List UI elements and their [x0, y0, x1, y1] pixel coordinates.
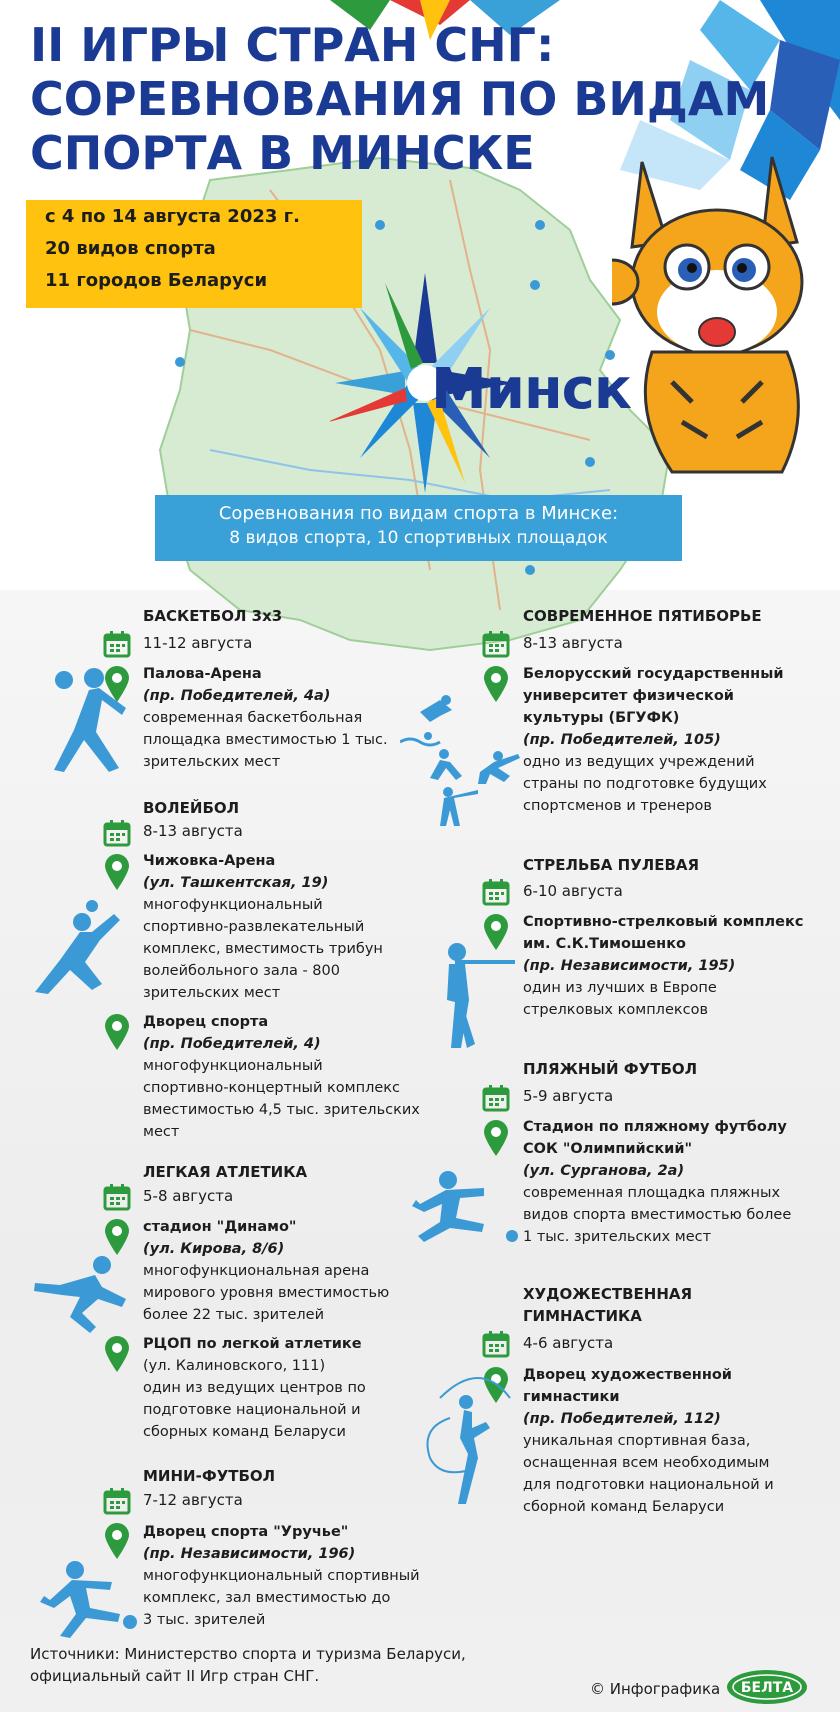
section-volleyball: [143, 797, 239, 819]
calendar-icon: [482, 1084, 510, 1112]
venue-name: Спортивно-стрелковый комплекс: [523, 914, 804, 930]
section-pentathlon: [523, 605, 762, 627]
venue-desc-line: подготовке национальной и: [143, 1402, 361, 1418]
venue-shooting-complex: [523, 911, 803, 1021]
venue-desc-line: мест: [143, 1124, 180, 1140]
beach-soccer-dates: 5-9 августа: [523, 1087, 614, 1105]
venue-desc-line: для подготовки национальной и: [523, 1477, 774, 1493]
venue-name: им. С.К.Тимошенко: [523, 936, 686, 952]
venue-desc-line: оснащенная всем необходимым: [523, 1455, 770, 1471]
volleyball-dates: 8-13 августа: [143, 822, 243, 840]
venue-address: (пр. Независимости, 196): [143, 1546, 356, 1562]
venue-desc-line: многофункциональный: [143, 897, 323, 913]
venue-address: (пр. Победителей, 4): [143, 1036, 321, 1052]
venue-name: стадион "Динамо": [143, 1219, 297, 1235]
banner-line-1: Соревнования по видам спорта в Минске:: [218, 503, 619, 524]
venue-chizhovka-arena: [143, 850, 383, 1004]
title-line-2: СОРЕВНОВАНИЯ ПО ВИДАМ: [30, 72, 770, 126]
venue-address: (пр. Независимости, 195): [523, 958, 736, 974]
venue-desc-line: сборной команд Беларуси: [523, 1499, 725, 1515]
calendar-icon: [103, 1183, 131, 1211]
venue-address: (пр. Победителей, 112): [523, 1411, 721, 1427]
banner-line-2: 8 видов спорта, 10 спортивных площадок: [229, 528, 608, 548]
location-pin-icon: [482, 1119, 510, 1157]
venue-desc-line: зрительских мест: [143, 754, 281, 770]
venue-desc-line: мирового уровня вместимостью: [143, 1285, 390, 1301]
pentathlon-title: СОВРЕМЕННОЕ ПЯТИБОРЬЕ: [523, 607, 762, 625]
athletics-dates: 5-8 августа: [143, 1187, 234, 1205]
infographic-credit: © Инфографика: [590, 1680, 721, 1698]
venue-name: Дворец художественной: [523, 1367, 732, 1383]
gymnast-icon: [420, 1358, 520, 1508]
venue-name: университет физической: [523, 688, 734, 704]
venue-name: Стадион по пляжному футболу: [523, 1119, 787, 1135]
venue-desc-line: современная баскетбольная: [143, 710, 363, 726]
futsal-dates: 7-12 августа: [143, 1491, 243, 1509]
football-player-icon: [40, 1560, 140, 1640]
venue-desc-line: 3 тыс. зрителей: [143, 1612, 266, 1628]
section-shooting: [523, 854, 699, 876]
venue-desc-line: многофункциональный спортивный: [143, 1568, 420, 1584]
section-gymnastics: [523, 1283, 692, 1327]
svg-text:БЕЛТА: БЕЛТА: [740, 1680, 794, 1696]
venue-address: (ул. Сурганова, 2а): [523, 1163, 685, 1179]
venue-rtsop-athletics: [143, 1333, 366, 1443]
section-futsal: [143, 1465, 275, 1487]
basketball-player-icon: [34, 660, 134, 780]
gymnastics-dates: 4-6 августа: [523, 1334, 614, 1352]
venue-desc-line: более 22 тыс. зрителей: [143, 1307, 324, 1323]
venue-name: РЦОП по легкой атлетике: [143, 1336, 362, 1352]
venue-gymnastics-palace: [523, 1364, 774, 1518]
venue-desc-line: 1 тыс. зрительских мест: [523, 1229, 712, 1245]
venue-name: культуры (БГУФК): [523, 710, 680, 726]
title-line-3: СПОРТА В МИНСКЕ: [30, 126, 535, 180]
minsk-summary-banner: [155, 495, 682, 561]
venue-desc-line: многофункциональная арена: [143, 1263, 370, 1279]
venue-beach-soccer-stadium: [523, 1116, 791, 1248]
calendar-icon: [482, 1330, 510, 1358]
venue-address: (ул. Калиновского, 111): [143, 1358, 326, 1374]
belta-logo: [725, 1668, 810, 1706]
shooting-dates: 6-10 августа: [523, 882, 623, 900]
venue-desc-line: страны по подготовке будущих: [523, 776, 767, 792]
venue-desc-line: стрелковых комплексов: [523, 1002, 709, 1018]
venue-desc-line: один из ведущих центров по: [143, 1380, 366, 1396]
pentathlon-icons: [400, 692, 525, 827]
venue-address: (ул. Ташкентская, 19): [143, 875, 329, 891]
title-line-1: II ИГРЫ СТРАН СНГ:: [30, 18, 555, 72]
athletics-title: ЛЕГКАЯ АТЛЕТИКА: [143, 1163, 308, 1181]
summary-dates: с 4 по 14 августа 2023 г.: [45, 206, 300, 227]
location-pin-icon: [103, 1335, 131, 1373]
sources-line-2: официальный сайт II Игр стран СНГ.: [30, 1667, 320, 1685]
venue-desc-line: зрительских мест: [143, 985, 281, 1001]
venue-address: (ул. Кирова, 8/6): [143, 1241, 285, 1257]
shooter-icon: [435, 940, 515, 1050]
venue-desc-line: сборных команд Беларуси: [143, 1424, 346, 1440]
summary-sports: 20 видов спорта: [45, 238, 216, 259]
venue-name: Чижовка-Арена: [143, 853, 276, 869]
calendar-icon: [103, 630, 131, 658]
beach-soccer-player-icon: [412, 1170, 522, 1245]
gymnastics-title-line-2: ГИМНАСТИКА: [523, 1307, 642, 1325]
venue-address: (пр. Победителей, 4а): [143, 688, 331, 704]
venue-desc-line: комплекс, вместимость трибун: [143, 941, 383, 957]
location-pin-icon: [103, 1013, 131, 1051]
venue-desc-line: одно из ведущих учреждений: [523, 754, 755, 770]
gymnastics-title-line-1: ХУДОЖЕСТВЕННАЯ: [523, 1285, 693, 1303]
location-pin-icon: [103, 1218, 131, 1256]
venue-desc-line: современная площадка пляжных: [523, 1185, 781, 1201]
venue-desc-line: один из лучших в Европе: [523, 980, 717, 996]
calendar-icon: [103, 1487, 131, 1515]
shooting-title: СТРЕЛЬБА ПУЛЕВАЯ: [523, 856, 700, 874]
venue-name: Дворец спорта "Уручье": [143, 1524, 349, 1540]
venue-name: Дворец спорта: [143, 1014, 269, 1030]
venue-uruchye: [143, 1521, 420, 1631]
venue-palova-arena: [143, 663, 388, 773]
venue-desc-line: спортивно-развлекательный: [143, 919, 365, 935]
venue-bgufk: [523, 663, 783, 817]
summary-cities: 11 городов Беларуси: [45, 270, 268, 291]
venue-desc-line: волейбольного зала - 800: [143, 963, 340, 979]
venue-name: Белорусский государственный: [523, 666, 784, 682]
sources-footer: [30, 1643, 466, 1687]
calendar-icon: [482, 878, 510, 906]
basketball-title: БАСКЕТБОЛ 3х3: [143, 607, 283, 625]
venue-name: Палова-Арена: [143, 666, 262, 682]
venue-name: СОК "Олимпийский": [523, 1141, 693, 1157]
venue-desc-line: вместимостью 4,5 тыс. зрительских: [143, 1102, 420, 1118]
calendar-icon: [103, 819, 131, 847]
runner-icon: [30, 1255, 140, 1335]
pentathlon-dates: 8-13 августа: [523, 634, 623, 652]
beach-soccer-title: ПЛЯЖНЫЙ ФУТБОЛ: [523, 1060, 698, 1078]
futsal-title: МИНИ-ФУТБОЛ: [143, 1467, 276, 1485]
section-beach-soccer: [523, 1058, 697, 1080]
minsk-label: Минск: [431, 357, 631, 422]
venue-desc-line: площадка вместимостью 1 тыс.: [143, 732, 388, 748]
location-pin-icon: [103, 853, 131, 891]
venue-palace-of-sport: [143, 1011, 420, 1143]
venue-desc-line: комплекс, зал вместимостью до: [143, 1590, 391, 1606]
section-basketball: [143, 605, 282, 627]
lynx-mascot: [612, 152, 840, 482]
venue-dinamo-stadium: [143, 1216, 389, 1326]
location-pin-icon: [103, 1522, 131, 1560]
venue-desc-line: спортивно-концертный комплекс: [143, 1080, 401, 1096]
venue-desc-line: уникальная спортивная база,: [523, 1433, 751, 1449]
section-athletics: [143, 1161, 307, 1183]
calendar-icon: [482, 630, 510, 658]
venue-desc-line: видов спорта вместимостью более: [523, 1207, 792, 1223]
venue-name: гимнастики: [523, 1389, 620, 1405]
summary-box: [26, 200, 362, 308]
sources-line-1: Источники: Министерство спорта и туризма Беларуси,: [30, 1645, 466, 1663]
volleyball-title: ВОЛЕЙБОЛ: [143, 799, 240, 817]
basketball-dates: 11-12 августа: [143, 634, 253, 652]
volleyball-player-icon: [30, 900, 130, 995]
venue-desc-line: спортсменов и тренеров: [523, 798, 712, 814]
venue-address: (пр. Победителей, 105): [523, 732, 721, 748]
venue-desc-line: многофункциональный: [143, 1058, 323, 1074]
